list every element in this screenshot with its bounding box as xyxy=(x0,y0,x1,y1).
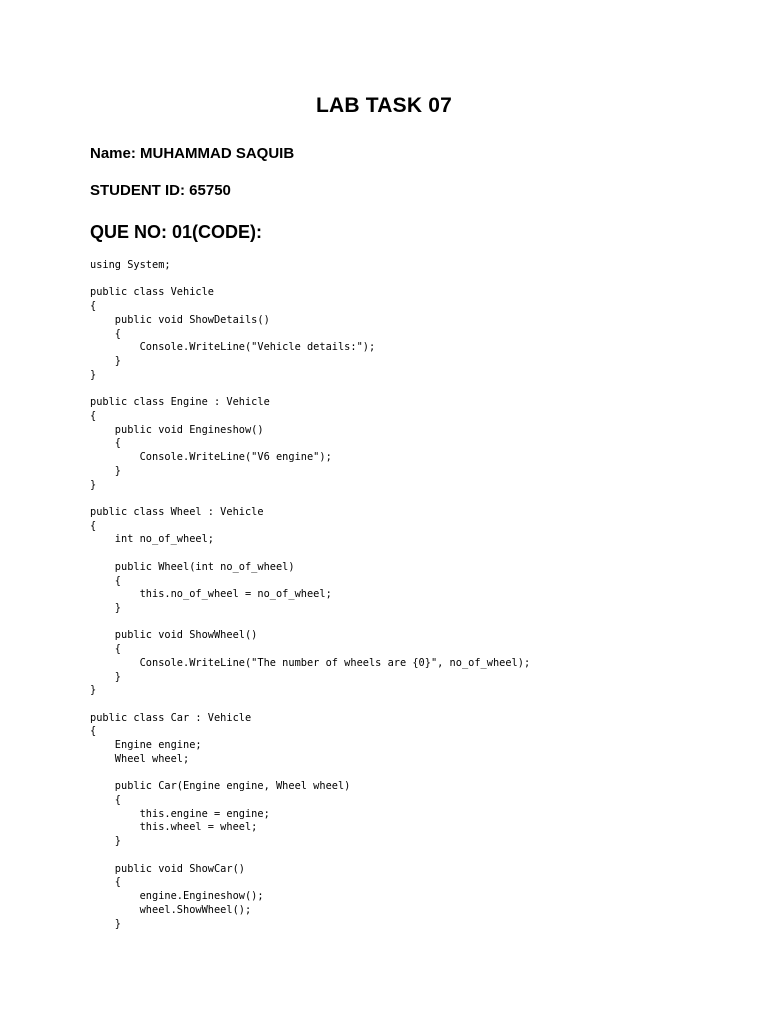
code-line: Console.WriteLine("The number of wheels are {0}", no_of_wheel); xyxy=(90,656,531,669)
code-line xyxy=(90,767,530,781)
code-line: public class Engine : Vehicle xyxy=(90,396,270,409)
code-line: public Car(Engine engine, Wheel wheel) xyxy=(90,780,351,793)
code-line xyxy=(90,616,530,630)
code-line: } xyxy=(90,368,97,381)
code-line: } xyxy=(90,464,121,477)
code-line: public void ShowDetails() xyxy=(90,313,270,326)
code-line xyxy=(90,492,530,506)
code-line: Console.WriteLine("V6 engine"); xyxy=(90,451,332,464)
code-line xyxy=(90,273,530,287)
question-heading: QUE NO: 01(CODE): xyxy=(90,222,263,242)
page-title: LAB TASK 07 xyxy=(316,94,452,117)
code-line: public void ShowWheel() xyxy=(90,629,258,642)
code-line: wheel.ShowWheel(); xyxy=(90,903,252,916)
code-line: } xyxy=(90,670,121,683)
code-line: { xyxy=(90,437,121,450)
student-id: STUDENT ID: 65750 xyxy=(90,182,231,199)
code-line: public void Engineshow() xyxy=(90,423,264,436)
code-line: public void ShowCar() xyxy=(90,862,245,875)
code-line: } xyxy=(90,835,121,848)
code-line xyxy=(90,382,530,396)
code-line: public class Vehicle xyxy=(90,286,214,299)
code-line xyxy=(90,849,530,863)
code-line: engine.Engineshow(); xyxy=(90,890,264,903)
code-line: this.wheel = wheel; xyxy=(90,821,258,834)
code-line: } xyxy=(90,601,121,614)
code-line: public Wheel(int no_of_wheel) xyxy=(90,560,295,573)
code-line: { xyxy=(90,300,97,313)
student-name: Name: MUHAMMAD SAQUIB xyxy=(90,145,295,162)
code-line: Wheel wheel; xyxy=(90,752,190,765)
code-line: { xyxy=(90,409,97,422)
code-line: } xyxy=(90,355,121,368)
code-line: { xyxy=(90,327,121,340)
code-line: int no_of_wheel; xyxy=(90,533,214,546)
code-line: { xyxy=(90,519,97,532)
code-block xyxy=(90,259,530,931)
code-line: this.engine = engine; xyxy=(90,807,270,820)
code-line: public class Car : Vehicle xyxy=(90,711,252,724)
code-line: this.no_of_wheel = no_of_wheel; xyxy=(90,588,332,601)
code-line: } xyxy=(90,684,97,697)
code-line: { xyxy=(90,643,121,656)
code-line xyxy=(90,547,530,561)
code-line: { xyxy=(90,574,121,587)
code-line: using System; xyxy=(90,259,171,271)
code-line: } xyxy=(90,478,97,491)
code-line: Console.WriteLine("Vehicle details:"); xyxy=(90,341,376,354)
code-line: Engine engine; xyxy=(90,739,202,752)
code-line xyxy=(90,698,530,712)
code-line: { xyxy=(90,725,97,738)
code-line: } xyxy=(90,917,121,930)
code-line: { xyxy=(90,876,121,889)
code-line: public class Wheel : Vehicle xyxy=(90,505,264,518)
code-line: { xyxy=(90,794,121,807)
